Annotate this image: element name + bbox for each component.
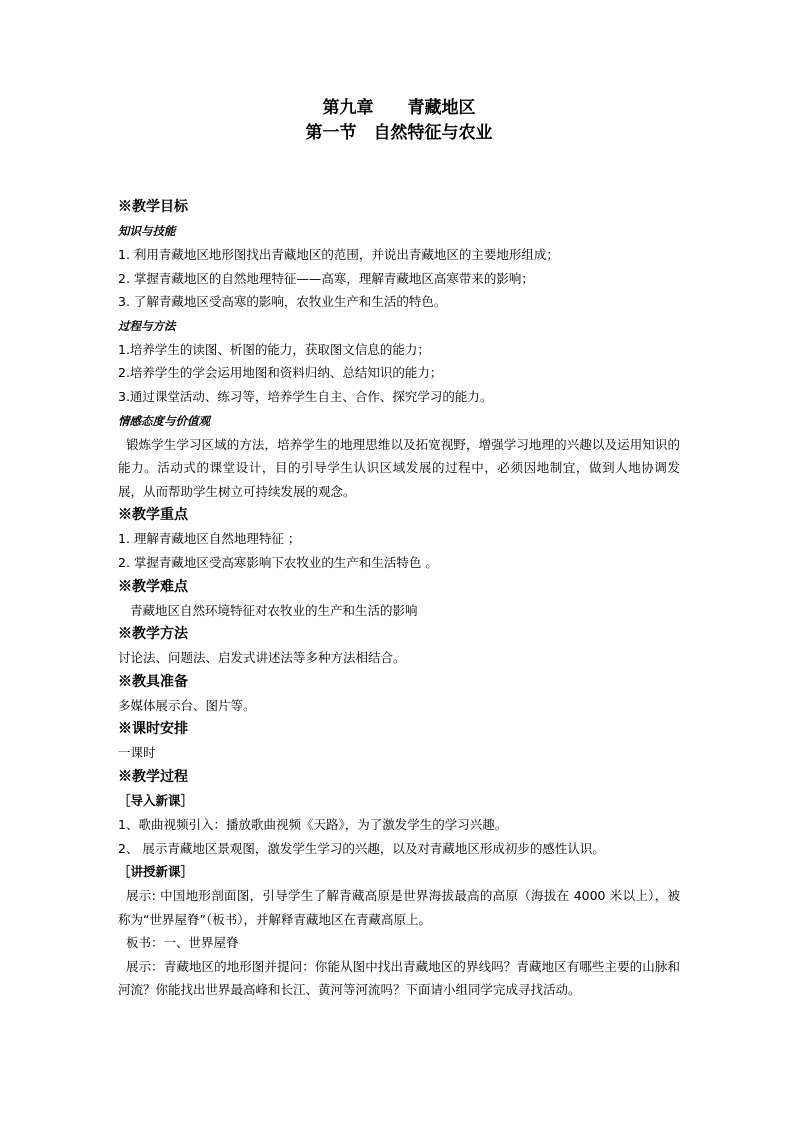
tools-text: 多媒体展示台、图片等。 [118, 697, 256, 713]
section-title: 第一节 自然特征与农业 [305, 123, 493, 143]
methods-heading: ※教学方法 [118, 626, 188, 643]
teaching-process-heading: ※教学过程 [118, 768, 188, 785]
knowledge-item: 2. 掌握青藏地区的自然地理特征——高寒，理解青藏地区高寒带来的影响； [118, 270, 534, 286]
process-method-heading: 过程与方法 [118, 318, 176, 333]
schedule-heading: ※课时安排 [118, 721, 188, 738]
intro-item: 1、歌曲视频引入：播放歌曲视频《天路》，为了激发学生的学习兴趣。 [118, 816, 508, 832]
tools-heading: ※教具准备 [118, 673, 188, 690]
attitude-paragraph: 锻炼学生学习区域的方法，培养学生的地理思维以及拓宽视野，增强学习地理的兴趣以及运用知识的能力。活动式的课堂设计，目的引导学生认识区域发展的过程中，必须因地制宜，做到人地协调发展，从而帮助学生树立可持续发展的观念。 [118, 436, 680, 499]
intro-heading: ［导入新课］ [118, 792, 194, 808]
attitude-heading: 情感态度与价值观 [118, 413, 210, 428]
schedule-text: 一课时 [118, 745, 156, 761]
knowledge-item: 3. 了解青藏地区受高寒的影响，农牧业生产和生活的特色。 [118, 294, 447, 310]
key-point-item: 2. 掌握青藏地区受高寒影响下农牧业的生产和生活特色 。 [118, 554, 438, 570]
document-title [118, 96, 680, 146]
difficulty-text: 青藏地区自然环境特征对农牧业的生产和生活的影响 [130, 602, 418, 618]
methods-text: 讨论法、问题法、启发式讲述法等多种方法相结合。 [118, 650, 406, 666]
new-lesson-paragraph-2: 展示：青藏地区的地形图并提问：你能从图中找出青藏地区的界线吗？青藏地区有哪些主要的山脉和河流？你能找出世界最高峰和长江、黄河等河流吗？下面请小组同学完成寻找活动。 [118, 958, 680, 998]
knowledge-item: 1. 利用青藏地区地形图找出青藏地区的范围，并说出青藏地区的主要地形组成； [118, 247, 559, 262]
key-points-heading: ※教学重点 [118, 507, 188, 524]
new-lesson-heading: ［讲授新课］ [118, 864, 194, 880]
chapter-title: 第九章 青藏地区 [322, 98, 476, 118]
intro-item: 2、 展示青藏地区景观图，激发学生学习的兴趣，以及对青藏地区形成初步的感性认识。 [118, 840, 605, 856]
board-note: 板书：一、世界屋脊 [126, 935, 239, 951]
process-method-item: 1.培养学生的读图、析图的能力，获取图文信息的能力； [118, 341, 430, 357]
knowledge-heading: 知识与技能 [118, 224, 176, 238]
difficulty-heading: ※教学难点 [118, 578, 188, 595]
objectives-heading: ※教学目标 [118, 199, 188, 215]
lesson-plan-page [118, 96, 680, 1002]
process-method-item: 2.培养学生的学会运用地图和资料归纳、总结知识的能力； [118, 365, 443, 381]
new-lesson-paragraph-1: 展示: 中国地形剖面图，引导学生了解青藏高原是世界海拔最高的高原（海拔在 4000 米以上），被称为“世界屋脊”（板书），并解释青藏地区在青藏高原上。 [118, 888, 680, 927]
process-method-item: 3.通过课堂活动、练习等，培养学生自主、合作、探究学习的能力。 [118, 388, 493, 404]
key-point-item: 1. 理解青藏地区自然地理特征 ； [118, 531, 301, 547]
